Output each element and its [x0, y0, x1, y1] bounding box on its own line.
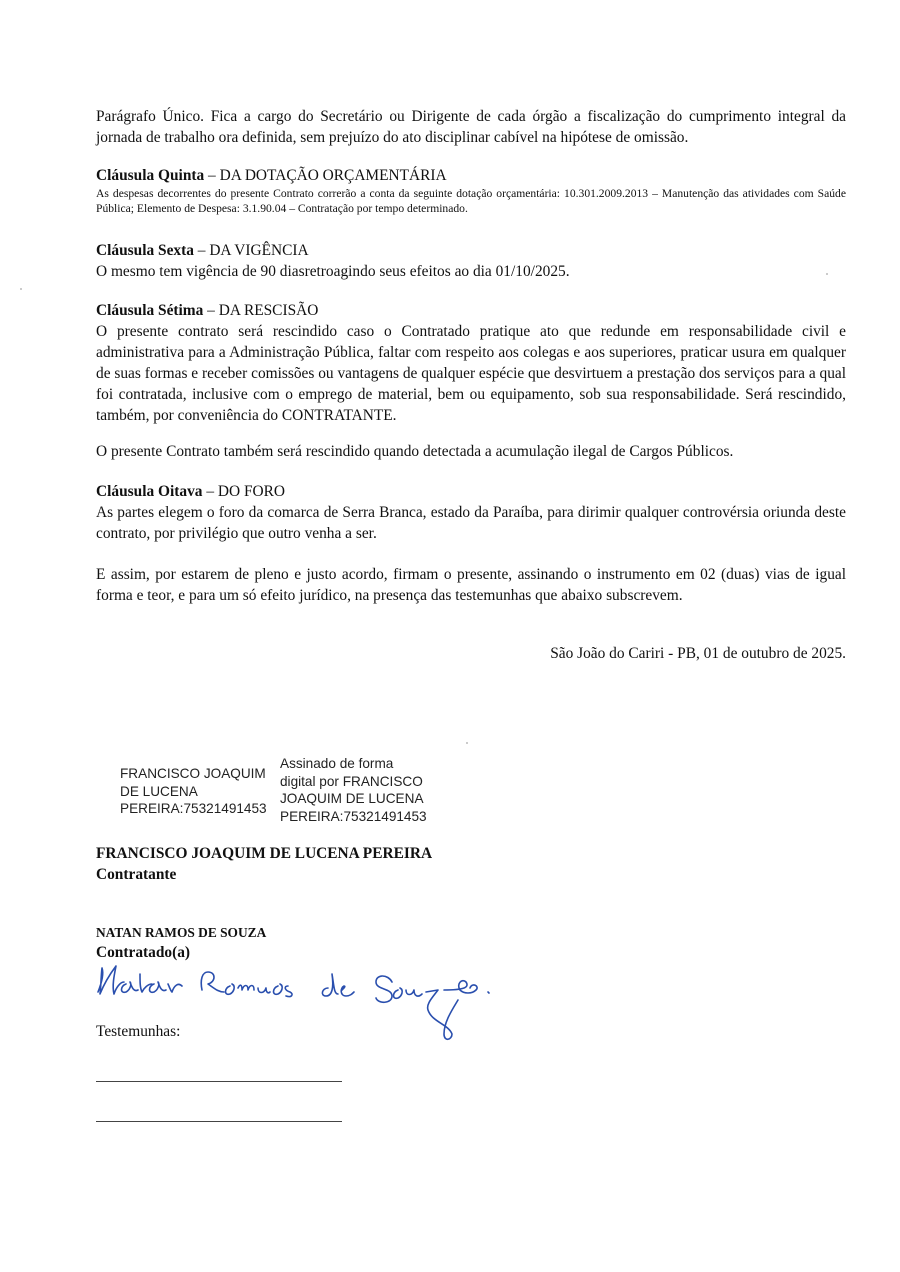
digital-signature-name-line: FRANCISCO JOAQUIM — [120, 766, 266, 781]
witness-signature-line-2 — [96, 1121, 342, 1122]
clause-setima — [96, 300, 846, 426]
clause-setima-extra-text: O presente Contrato também será rescindido quando detectada a acumulação ilegal de Cargos Públicos. — [96, 443, 734, 460]
scan-speck — [466, 742, 468, 744]
clause-sexta-title: – DA VIGÊNCIA — [193, 242, 309, 259]
clause-quinta-label: Cláusula Quinta — [96, 167, 205, 184]
clause-setima-heading — [96, 300, 846, 321]
contracted-block — [96, 924, 846, 963]
clause-oitava-title: – DO FORO — [202, 483, 286, 500]
digital-signature-note-line: Assinado de forma — [280, 756, 394, 771]
digital-signature-name-line: PEREIRA:75321491453 — [120, 801, 267, 816]
clause-setima-extra — [96, 441, 846, 462]
clause-oitava-text: As partes elegem o foro da comarca de Serra Branca, estado da Paraíba, para dirimir qualquer controvérsia oriunda deste contrato, por privilégio que outro venha a ser. — [96, 504, 846, 542]
contractor-block — [96, 843, 846, 885]
closing-text: E assim, por estarem de pleno e justo acordo, firmam o presente, assinando o instrumento em 02 (duas) vias de igual forma e teor, e para um só efeito jurídico, na presença das testemunhas que abaixo subscrevem. — [96, 566, 846, 604]
clause-quinta-title: – DA DOTAÇÃO ORÇAMENTÁRIA — [204, 167, 447, 184]
witnesses-block — [96, 1021, 846, 1042]
contractor-name: FRANCISCO JOAQUIM DE LUCENA PEREIRA — [96, 845, 433, 862]
scan-speck — [826, 273, 828, 275]
paragraph-unico-text: Parágrafo Único. Fica a cargo do Secretário ou Dirigente de cada órgão a fiscalização do cumprimento integral da jornada de trabalho ora definida, sem prejuízo do ato disciplinar cabível na hipótese de omissão. — [96, 108, 846, 146]
clause-quinta-text: As despesas decorrentes do presente Contrato correrão a conta da seguinte dotação orçamentária: 10.301.2009.2013 – Manutenção das atividades com Saúde Pública; Elemento de Despesa: 3.1.90.04 – Contratação por tempo determinado. — [96, 187, 846, 215]
witnesses-label: Testemunhas: — [96, 1023, 181, 1040]
clause-setima-label: Cláusula Sétima — [96, 302, 204, 319]
contracted-name: NATAN RAMOS DE SOUZA — [96, 925, 267, 940]
clause-sexta — [96, 240, 846, 282]
contracted-role: Contratado(a) — [96, 944, 191, 961]
digital-signature-note — [280, 755, 480, 825]
clause-oitava — [96, 481, 846, 544]
clause-quinta — [96, 165, 846, 216]
clause-quinta-heading — [96, 165, 846, 186]
clause-sexta-heading — [96, 240, 846, 261]
digital-signature-note-line: JOAQUIM DE LUCENA — [280, 791, 424, 806]
clause-oitava-label: Cláusula Oitava — [96, 483, 203, 500]
contractor-role: Contratante — [96, 866, 177, 883]
closing-paragraph — [96, 564, 846, 606]
digital-signature-name — [120, 765, 280, 818]
place-date: São João do Cariri - PB, 01 de outubro de 2025. — [550, 645, 846, 662]
digital-signature-name-line: DE LUCENA — [120, 783, 198, 799]
witness-signature-line-1 — [96, 1081, 342, 1082]
scan-speck — [20, 288, 22, 290]
digital-signature-note-line: PEREIRA:75321491453 — [280, 808, 427, 824]
clause-setima-title: – DA RESCISÃO — [203, 302, 319, 319]
clause-sexta-label: Cláusula Sexta — [96, 242, 194, 259]
paragraph-unico — [96, 106, 846, 148]
clause-oitava-heading — [96, 481, 846, 502]
clause-setima-text: O presente contrato será rescindido caso o Contratado pratique ato que redunde em responsabilidade civil e administrativa para a Administração Pública, faltar com respeito aos colegas e aos superiores, praticar usura em qualquer de suas formas e receber comissões ou vantagens de qualquer espécie que desvirtuem a prestação dos serviços para a qual foi contratada, inclusive com o emprego de material, bem ou equipamento, sob sua responsabilidade. Será rescindido, também, por conveniência do CONTRATANTE. — [96, 323, 847, 424]
place-date-block — [96, 643, 846, 664]
digital-signature-note-line: digital por FRANCISCO — [280, 773, 423, 789]
clause-sexta-text: O mesmo tem vigência de 90 diasretroagindo seus efeitos ao dia 01/10/2025. — [96, 263, 570, 280]
